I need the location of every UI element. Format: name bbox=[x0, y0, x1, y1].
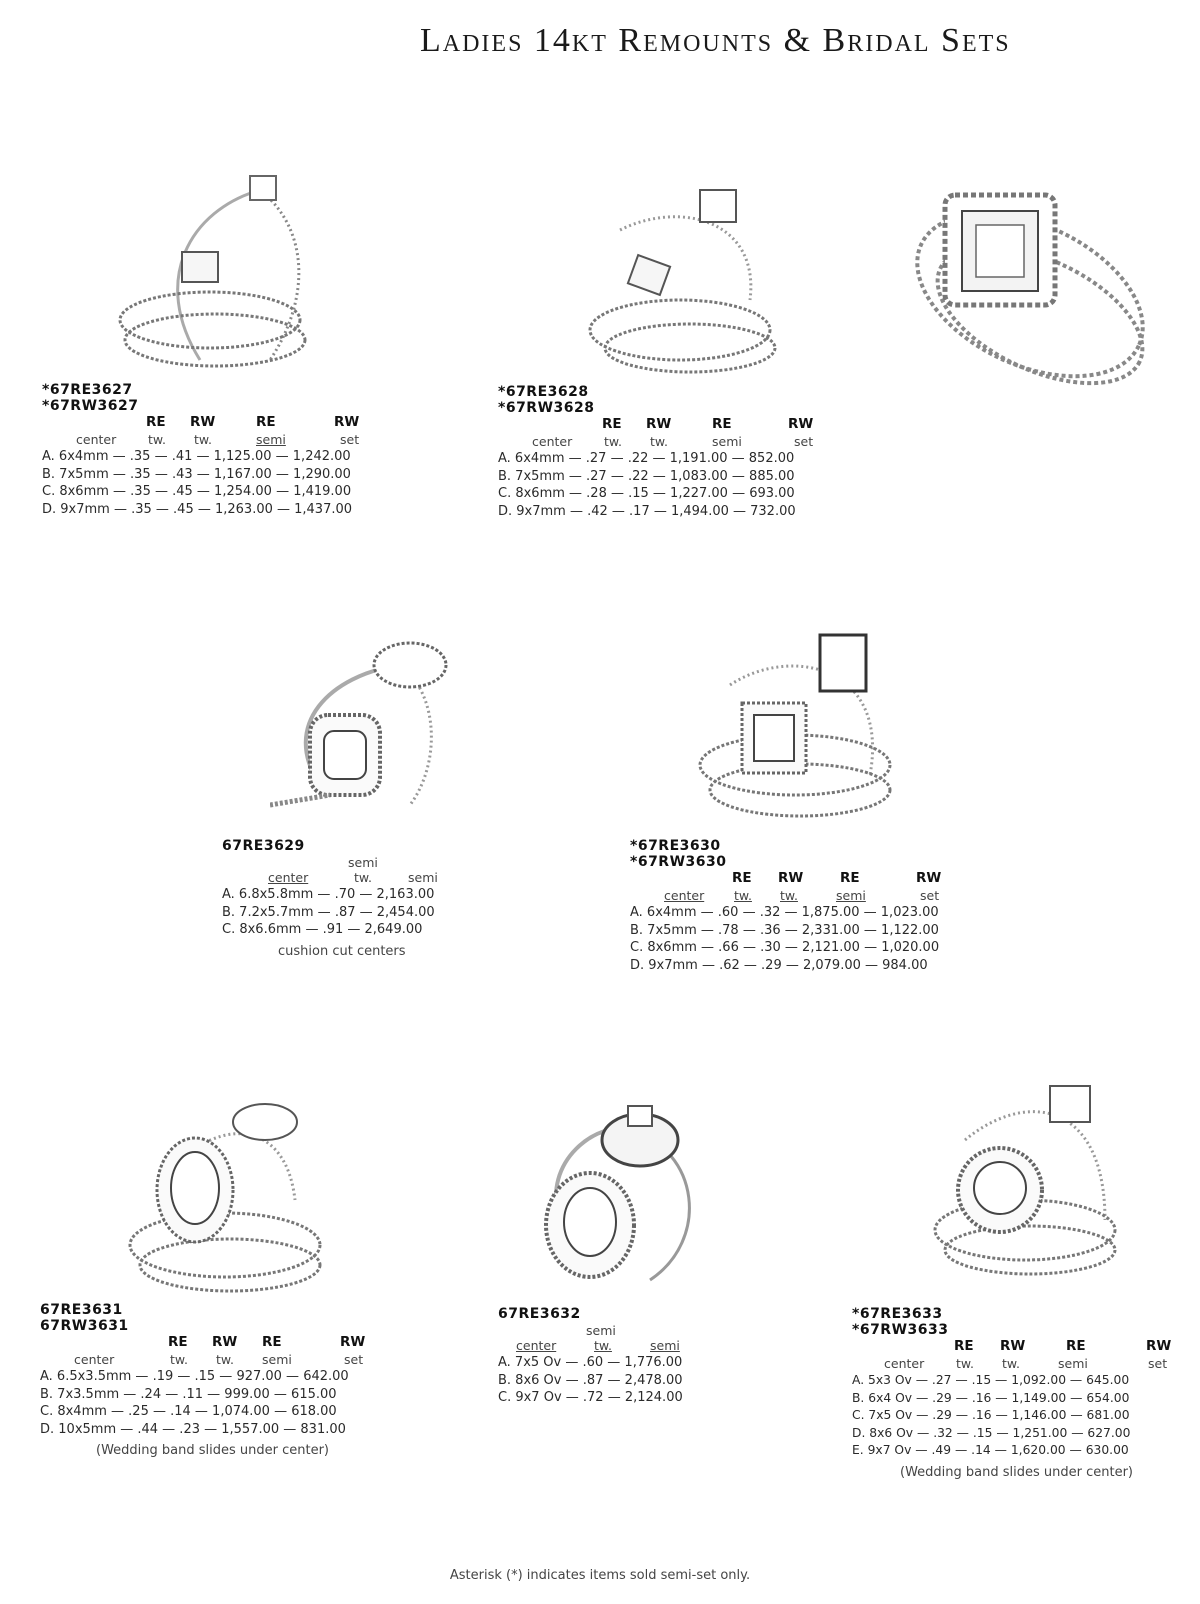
col-subheader: semi bbox=[836, 888, 866, 903]
col-subheader: tw. bbox=[594, 1338, 612, 1353]
col-subheader: center bbox=[76, 432, 117, 447]
column-subheaders bbox=[630, 887, 939, 904]
column-headers bbox=[498, 416, 814, 433]
price-row: D. 9x7mm — .42 — .17 — 1,494.00 — 732.00 bbox=[498, 503, 796, 519]
price-row: C. 9x7 Ov — .72 — 2,124.00 bbox=[498, 1390, 683, 1405]
col-header: RE bbox=[146, 414, 166, 430]
col-header: RE bbox=[602, 416, 622, 432]
item-note: (Wedding band slides under center) bbox=[96, 1443, 329, 1458]
col-subheader: center bbox=[532, 434, 573, 449]
col-header: RW bbox=[212, 1334, 238, 1350]
col-header: RE bbox=[954, 1338, 974, 1354]
item-code: *67RW3630 bbox=[630, 854, 727, 870]
column-headers bbox=[852, 1338, 1172, 1355]
column-subheaders bbox=[498, 1337, 683, 1354]
price-row: B. 7x5mm — .35 — .43 — 1,167.00 — 1,290.00 bbox=[42, 466, 351, 482]
price-row: C. 8x6mm — .28 — .15 — 1,227.00 — 693.00 bbox=[498, 486, 795, 501]
ring-image-67re3631 bbox=[125, 1100, 335, 1300]
col-header: semi bbox=[586, 1323, 616, 1338]
col-subheader: set bbox=[340, 432, 360, 447]
col-header: RW bbox=[340, 1334, 366, 1350]
ring-image-67re3628-detail bbox=[900, 175, 1160, 415]
column-subheaders bbox=[498, 433, 814, 450]
col-subheader: semi bbox=[262, 1352, 292, 1367]
item-code: *67RE3628 bbox=[498, 384, 589, 400]
price-row: E. 9x7 Ov — .49 — .14 — 1,620.00 — 630.00 bbox=[852, 1443, 1129, 1457]
item-code: 67RE3632 bbox=[498, 1306, 581, 1322]
price-row: C. 7x5 Ov — .29 — .16 — 1,146.00 — 681.00 bbox=[852, 1408, 1130, 1422]
ring-illustration bbox=[125, 1100, 335, 1300]
ring-illustration bbox=[580, 180, 800, 380]
column-subheaders bbox=[852, 1355, 1168, 1372]
col-subheader: tw. bbox=[956, 1356, 974, 1371]
product-block-67re3631 bbox=[40, 1302, 366, 1460]
col-subheader: set bbox=[344, 1352, 364, 1367]
price-row: A. 6x4mm — .60 — .32 — 1,875.00 — 1,023.00 bbox=[630, 905, 939, 920]
ring-illustration bbox=[270, 635, 460, 825]
product-block-67re3632 bbox=[498, 1306, 683, 1407]
price-row: B. 7.2x5.7mm — .87 — 2,454.00 bbox=[222, 904, 435, 920]
price-row: D. 10x5mm — .44 — .23 — 1,557.00 — 831.00 bbox=[40, 1421, 346, 1437]
col-header: RW bbox=[1000, 1338, 1026, 1354]
product-block-67re3628 bbox=[498, 384, 814, 520]
ring-illustration bbox=[690, 625, 900, 825]
col-subheader: set bbox=[1148, 1356, 1168, 1371]
ring-image-67re3627 bbox=[110, 170, 330, 380]
item-code: *67RE3630 bbox=[630, 838, 721, 854]
price-row: D. 9x7mm — .35 — .45 — 1,263.00 — 1,437.00 bbox=[42, 501, 353, 517]
col-subheader: tw. bbox=[734, 888, 752, 903]
price-row: D. 9x7mm — .62 — .29 — 2,079.00 — 984.00 bbox=[630, 957, 928, 973]
col-subheader: tw. bbox=[1002, 1356, 1020, 1371]
col-header: RW bbox=[778, 870, 804, 886]
ring-image-67re3633 bbox=[925, 1080, 1135, 1290]
col-subheader: tw. bbox=[650, 434, 668, 449]
column-subheaders bbox=[42, 431, 360, 448]
col-header: semi bbox=[348, 855, 378, 870]
column-subheaders bbox=[40, 1351, 364, 1368]
ring-illustration bbox=[925, 1080, 1135, 1290]
col-subheader: tw. bbox=[170, 1352, 188, 1367]
column-subheaders bbox=[222, 869, 438, 886]
col-subheader: semi bbox=[1058, 1356, 1088, 1371]
col-subheader: center bbox=[664, 888, 705, 903]
col-header: RW bbox=[334, 414, 360, 430]
col-subheader: center bbox=[268, 870, 309, 885]
ring-image-67re3628 bbox=[580, 180, 800, 380]
col-subheader: center bbox=[884, 1356, 925, 1371]
col-header: RE bbox=[256, 414, 276, 430]
col-subheader: set bbox=[920, 888, 940, 903]
price-row: B. 7x5mm — .27 — .22 — 1,083.00 — 885.00 bbox=[498, 468, 795, 484]
item-code: *67RW3628 bbox=[498, 400, 595, 416]
price-row: C. 8x6mm — .66 — .30 — 2,121.00 — 1,020.00 bbox=[630, 940, 940, 955]
column-headers bbox=[498, 1322, 683, 1337]
product-block-67re3630 bbox=[630, 838, 942, 974]
product-block-67re3633 bbox=[852, 1306, 1172, 1481]
price-row: C. 8x6.6mm — .91 — 2,649.00 bbox=[222, 922, 423, 937]
col-header: RW bbox=[788, 416, 814, 432]
item-code: *67RW3633 bbox=[852, 1322, 949, 1338]
col-subheader: tw. bbox=[604, 434, 622, 449]
col-subheader: semi bbox=[408, 870, 438, 885]
ring-illustration bbox=[900, 175, 1160, 415]
price-row: A. 5x3 Ov — .27 — .15 — 1,092.00 — 645.00 bbox=[852, 1373, 1130, 1387]
ring-image-67re3629 bbox=[270, 635, 460, 825]
footer-note: Asterisk (*) indicates items sold semi-set only. bbox=[449, 1568, 751, 1583]
price-row: B. 7x3.5mm — .24 — .11 — 999.00 — 615.00 bbox=[40, 1386, 337, 1402]
item-note: (Wedding band slides under center) bbox=[900, 1464, 1133, 1480]
price-row: A. 6.8x5.8mm — .70 — 2,163.00 bbox=[222, 887, 435, 902]
column-headers bbox=[630, 870, 942, 887]
price-row: B. 8x6 Ov — .87 — 2,478.00 bbox=[498, 1372, 683, 1388]
item-code: *67RW3627 bbox=[42, 398, 139, 414]
col-header: RE bbox=[168, 1334, 188, 1350]
col-subheader: tw. bbox=[148, 432, 166, 447]
ring-image-67re3630 bbox=[690, 625, 900, 825]
column-headers bbox=[42, 414, 360, 431]
col-subheader: semi bbox=[256, 432, 286, 447]
price-row: D. 8x6 Ov — .32 — .15 — 1,251.00 — 627.00 bbox=[852, 1425, 1131, 1440]
col-header: RE bbox=[732, 870, 752, 886]
column-headers bbox=[222, 854, 435, 869]
ring-illustration bbox=[520, 1100, 720, 1300]
col-header: RE bbox=[1066, 1338, 1086, 1354]
price-row: A. 6x4mm — .35 — .41 — 1,125.00 — 1,242.00 bbox=[42, 449, 351, 464]
item-code: *67RE3633 bbox=[852, 1306, 943, 1322]
col-subheader: tw. bbox=[354, 870, 372, 885]
item-code: 67RW3631 bbox=[40, 1318, 129, 1334]
product-block-67re3627 bbox=[42, 382, 360, 518]
column-headers bbox=[40, 1334, 366, 1351]
col-header: RW bbox=[646, 416, 672, 432]
col-subheader: center bbox=[74, 1352, 115, 1367]
price-row: B. 6x4 Ov — .29 — .16 — 1,149.00 — 654.00 bbox=[852, 1390, 1130, 1405]
col-header: RW bbox=[190, 414, 216, 430]
col-subheader: semi bbox=[650, 1338, 680, 1353]
col-subheader: semi bbox=[712, 434, 742, 449]
price-row: A. 7x5 Ov — .60 — 1,776.00 bbox=[498, 1355, 683, 1370]
col-header: RW bbox=[916, 870, 942, 886]
page-title: Ladies 14kt Remounts & Bridal Sets bbox=[420, 22, 1011, 59]
col-header: RW bbox=[1146, 1338, 1172, 1354]
price-row: C. 8x6mm — .35 — .45 — 1,254.00 — 1,419.00 bbox=[42, 484, 352, 499]
price-row: A. 6x4mm — .27 — .22 — 1,191.00 — 852.00 bbox=[498, 451, 795, 466]
ring-image-67re3632 bbox=[520, 1100, 720, 1300]
col-subheader: tw. bbox=[216, 1352, 234, 1367]
col-header: RE bbox=[262, 1334, 282, 1350]
col-subheader: tw. bbox=[780, 888, 798, 903]
price-row: C. 8x4mm — .25 — .14 — 1,074.00 — 618.00 bbox=[40, 1404, 337, 1419]
item-code: 67RE3629 bbox=[222, 838, 305, 854]
col-subheader: set bbox=[794, 434, 814, 449]
ring-illustration bbox=[110, 170, 330, 380]
price-row: A. 6.5x3.5mm — .19 — .15 — 927.00 — 642.00 bbox=[40, 1369, 349, 1384]
col-header: RE bbox=[840, 870, 860, 886]
col-subheader: tw. bbox=[194, 432, 212, 447]
item-code: 67RE3631 bbox=[40, 1302, 123, 1318]
col-header: RE bbox=[712, 416, 732, 432]
item-note: cushion cut centers bbox=[278, 943, 406, 959]
item-code: *67RE3627 bbox=[42, 382, 133, 398]
col-subheader: center bbox=[516, 1338, 557, 1353]
product-block-67re3629 bbox=[222, 838, 438, 960]
price-row: B. 7x5mm — .78 — .36 — 2,331.00 — 1,122.00 bbox=[630, 922, 939, 938]
